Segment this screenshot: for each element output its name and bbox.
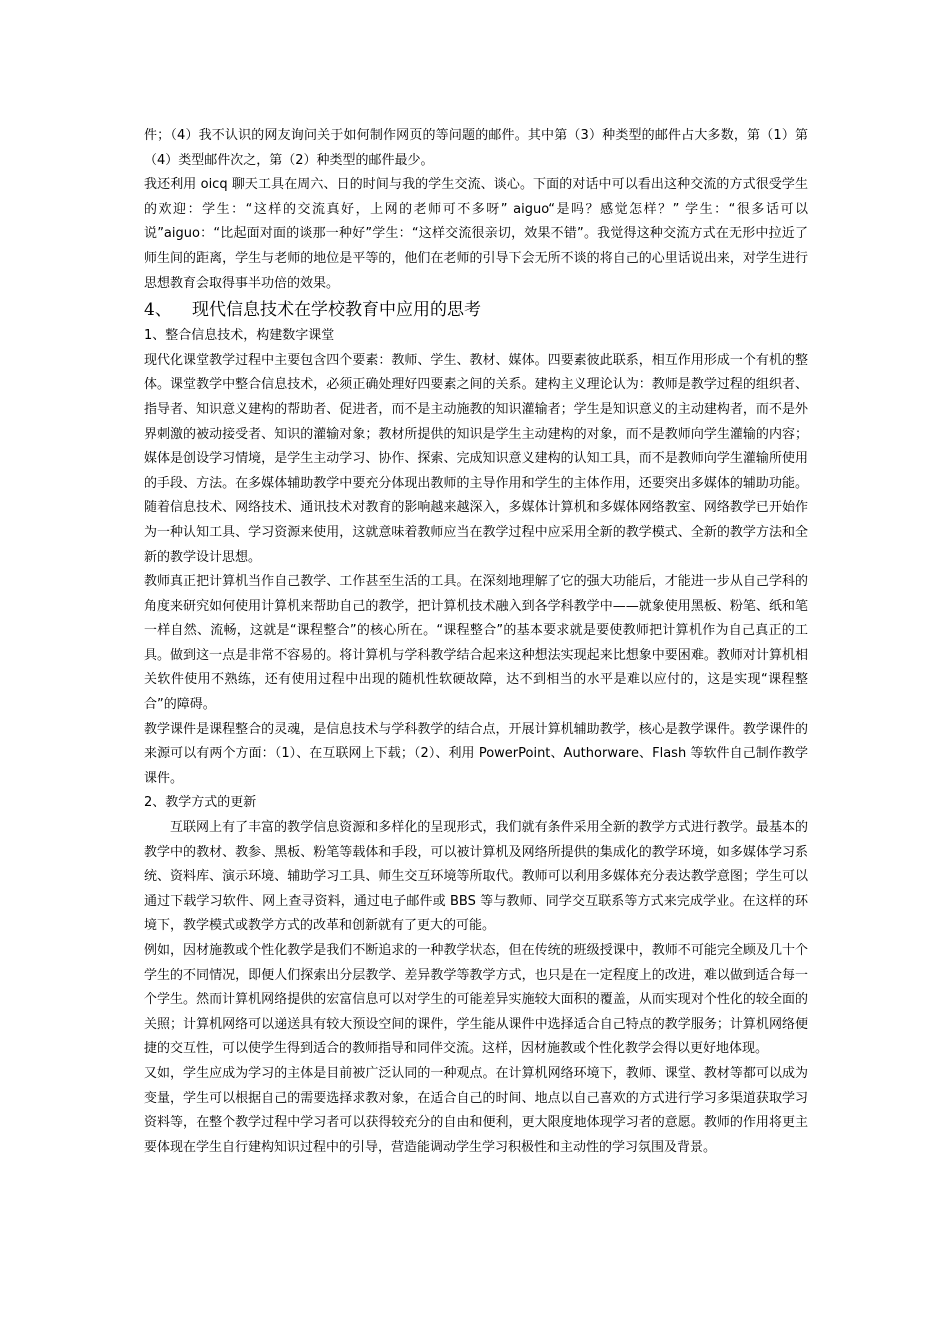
- section-4-heading: [144, 296, 808, 324]
- document-page: [144, 124, 808, 1160]
- paragraph-email-types: 件；（4）我不认识的网友询问关于如何制作网页的等问题的邮件。其中第（3）种类型的邮件占大多数，第（1）第（4）类型邮件次之，第（2）种类型的邮件最少。: [144, 128, 808, 168]
- paragraph-individualized-teaching: 例如，因材施教或个性化教学是我们不断追求的一种教学状态，但在传统的班级授课中，教师不可能完全顾及几十个学生的不同情况，即便人们探索出分层教学、差异教学等教学方式，也只是在一定程度上的改进，难以做到适合每一个学生。然而计算机网络提供的宏富信息可以对学生的可能差异实施较大面积的覆盖，从而实现对个性化的较全面的关照；计算机网络可以递送具有较大预设空间的课件，学生能从课件中选择适合自己特点的教学服务；计算机网络便捷的交互性，可以使学生得到适合的教师指导和同伴交流。这样，因材施教或个性化教学会得以更好地体现。: [144, 943, 808, 1057]
- paragraph-student-centered: 又如，学生应成为学习的主体是目前被广泛认同的一种观点。在计算机网络环境下，教师、课堂、教材等都可以成为变量，学生可以根据自己的需要选择求教对象，在适合自己的时间、地点以自己喜欢的方式进行学习多渠道获取学习资料等，在整个教学过程中学习者可以获得较充分的自由和便利，更大限度地体现学习者的意愿。教师的作用将更主要体现在学生自行建构知识过程中的引导，营造能调动学生学习积极性和主动性的学习氛围及背景。: [144, 1065, 808, 1155]
- paragraph-courseware: 教学课件是课程整合的灵魂，是信息技术与学科教学的结合点，开展计算机辅助教学，核心是教学课件。教学课件的来源可以有两个方面：（1）、在互联网上下载；（2）、利用 PowerPoint、Authorware、Flash 等软件自己制作教学课件。: [144, 721, 808, 786]
- paragraph-classroom-elements: 现代化课堂教学过程中主要包含四个要素：教师、学生、教材、媒体。四要素彼此联系，相互作用形成一个有机的整体。课堂教学中整合信息技术，必须正确处理好四要素之间的关系。建构主义理论认为：教师是教学过程的组织者、指导者、知识意义建构的帮助者、促进者，而不是主动施教的知识灌输者；学生是知识意义的主动建构者，而不是外界刺激的被动接受者、知识的灌输对象；教材所提供的知识是学生主动建构的对象，而不是教师向学生灌输的内容；媒体是创设学习情境，是学生主动学习、协作、探索、完成知识意义建构的认知工具，而不是教师向学生灌输所使用的手段、方法。在多媒体辅助教学中要充分体现出教师的主导作用和学生的主体作用，还要突出多媒体的辅助功能。随着信息技术、网络技术、通讯技术对教育的影响越来越深入，多媒体计算机和多媒体网络教室、网络教学已开始作为一种认知工具、学习资源来使用，这就意味着教师应当在教学过程中应采用全新的教学模式、全新的教学方法和全新的教学设计思想。: [144, 352, 808, 565]
- section-4-title: 现代信息技术在学校教育中应用的思考: [192, 300, 481, 321]
- subsection-1-heading: 1、整合信息技术，构建数字课堂: [144, 328, 335, 344]
- subsection-2-heading: 2、教学方式的更新: [144, 795, 257, 811]
- paragraph-internet-resources: 互联网上有了丰富的教学信息资源和多样化的呈现形式，我们就有条件采用全新的教学方式进行教学。最基本的教学中的教材、教参、黑板、粉笔等载体和手段，可以被计算机及网络所提供的集成化的教学环境，如多媒体学习系统、资料库、演示环境、辅助学习工具、师生交互环境等所取代。教师可以利用多媒体充分表达教学意图；学生可以通过下载学习软件、网上查寻资料，通过电子邮件或 BBS 等与教师、同学交互联系等方式来完成学业。在这样的环境下，教学模式或教学方式的改革和创新就有了更大的可能。: [144, 820, 808, 934]
- paragraph-course-integration: 教师真正把计算机当作自己教学、工作甚至生活的工具。在深刻地理解了它的强大功能后，才能进一步从自己学科的角度来研究如何使用计算机来帮助自己的教学，把计算机技术融入到各学科教学中——就象使用黑板、粉笔、纸和笔一样自然、流畅，这就是“课程整合”的核心所在。“课程整合”的基本要求就是要使教师把计算机作为自己真正的工具。做到这一点是非常不容易的。将计算机与学科教学结合起来这种想法实现起来比想象中要困难。教师对计算机相关软件使用不熟练，还有使用过程中出现的随机性软硬故障，达不到相当的水平是难以应付的，这是实现“课程整合”的障碍。: [144, 574, 808, 713]
- section-4-number: 4、: [144, 300, 172, 321]
- paragraph-oicq-chat: 我还利用 oicq 聊天工具在周六、日的时间与我的学生交流、谈心。下面的对话中可以看出这种交流的方式很受学生的欢迎：学生：“这样的交流真好，上网的老师可不多呀” aiguo“是吗？感觉怎样？” 学生：“很多话可以说”aiguo：“比起面对面的谈那一种好”学生：“这样交流很亲切，效果不错”。我觉得这种交流方式在无形中拉近了师生间的距离，学生与老师的地位是平等的，他们在老师的引导下会无所不谈的将自己的心里话说出来，对学生进行思想教育会取得事半功倍的效果。: [144, 177, 808, 291]
